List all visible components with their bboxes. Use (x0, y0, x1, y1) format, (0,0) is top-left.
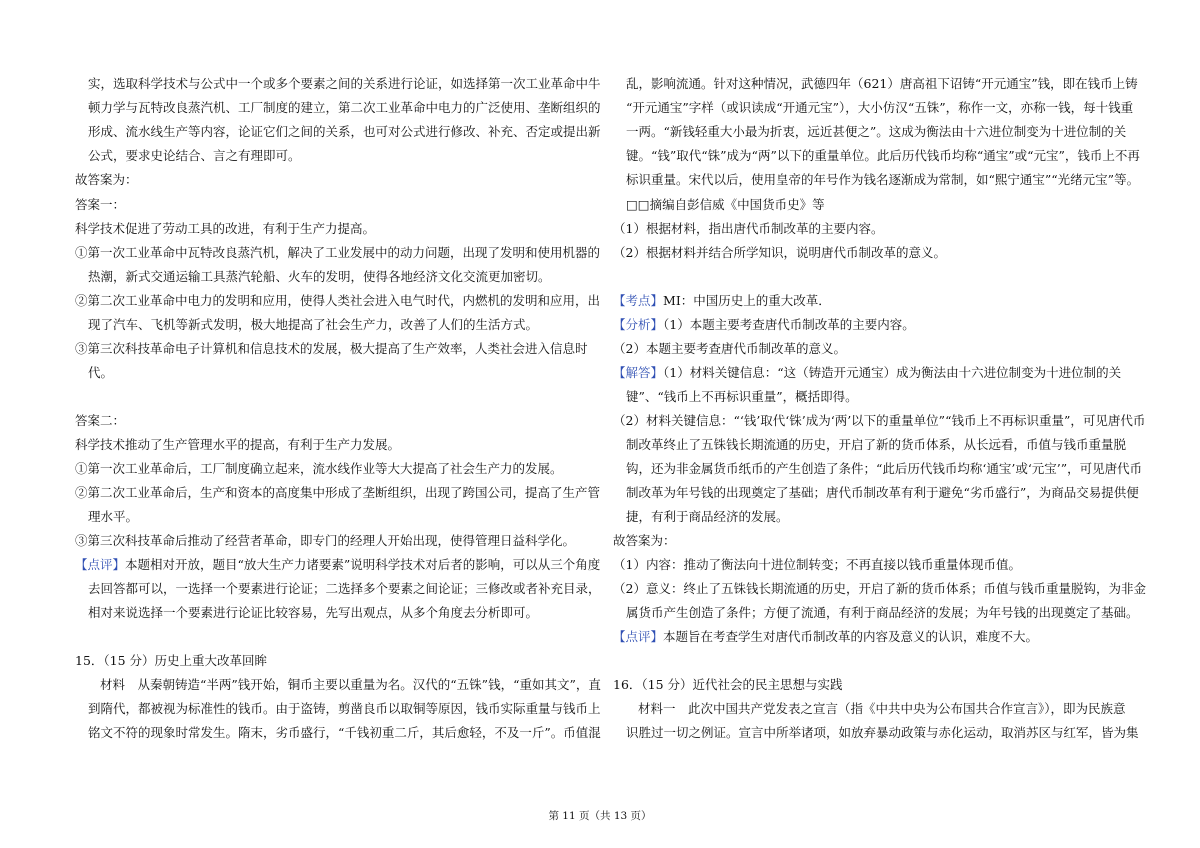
line-text: 键”、“钱币上不再标识重量”，概括即得。 (626, 389, 858, 404)
right-column-line (626, 437, 1126, 453)
right-column-line (613, 629, 1038, 645)
line-text: （2）本题主要考查唐代币制改革的意义。 (613, 341, 846, 356)
line-text: 本题相对开放，题目“放大生产力诸要素”说明科学技术对后者的影响，可以从三个角度 (125, 557, 601, 572)
line-text: ①第一次工业革命中瓦特改良蒸汽机，解决了工业发展中的动力问题，出现了发明和使用机器的 (75, 245, 601, 260)
left-column-line (88, 509, 138, 525)
line-text: 相对来说选择一个要素进行论证比较容易，先写出观点，从多个角度去分析即可。 (88, 605, 539, 620)
line-text: 故答案为： (75, 172, 138, 187)
right-column-line (613, 317, 915, 333)
line-text: 材料 从秦朝铸造“半两”钱开始，铜币主要以重量为名。汉代的“五铢”钱，“重如其文”，直 (100, 677, 601, 692)
line-text: （1）材料关键信息：“这（铸造开元通宝）成为衡法由十六进位制变为十进位制的关 (663, 365, 1122, 380)
right-column-line (626, 148, 1140, 164)
right-column-line (626, 725, 1139, 741)
line-text: 科学技术促进了劳动工具的改进，有利于生产力提高。 (75, 221, 376, 236)
right-column-line (626, 197, 825, 213)
line-text: ②第二次工业革命后，生产和资本的高度集中形成了垄断组织，出现了跨国公司，提高了生产管 (75, 485, 601, 500)
section-tag: 【解答】 (613, 365, 664, 380)
left-column-line (88, 100, 601, 116)
line-text: 键。“钱”取代“铢”成为“两”以下的重量单位。此后历代钱币均称“通宝”或“元宝”，钱币上不再 (626, 148, 1140, 163)
right-column-line (613, 413, 1145, 429)
left-column-line (88, 365, 113, 381)
left-column-line (88, 581, 601, 597)
section-tag: 【分析】 (613, 317, 664, 332)
left-column-line (88, 76, 601, 92)
line-text: ③第三次科技革命后推动了经营者革命，即专门的经理人开始出现，使得管理日益科学化。 (75, 533, 576, 548)
line-text: 形成、流水线生产等内容，论证它们之间的关系，也可对公式进行修改、补充、否定或提出新 (88, 124, 601, 139)
line-text: （2）根据材料并结合所学知识，说明唐代币制改革的意义。 (613, 245, 946, 260)
line-text: 代。 (88, 365, 114, 380)
left-column-line (88, 148, 301, 164)
right-column-line (613, 677, 843, 693)
left-column-line (88, 701, 601, 717)
line-text: 故答案为： (613, 533, 676, 548)
left-column-line (75, 245, 600, 261)
right-column-line (613, 581, 1146, 597)
line-text: 顿力学与瓦特改良蒸汽机、工厂制度的建立，第二次工业革命中电力的广泛使用、垄断组织的 (88, 100, 601, 115)
right-column-line (638, 701, 1126, 717)
line-text: □□摘编自彭信威《中国货币史》等 (626, 197, 825, 212)
line-text: 到隋代，都被视为标准性的钱币。由于盗铸，剪凿良币以取铜等原因，钱币实际重量与钱币上 (88, 701, 601, 716)
left-column-line (75, 485, 600, 501)
right-column-line (613, 557, 1021, 573)
line-text: 捷，有利于商品经济的发展。 (626, 509, 789, 524)
line-text: （2）意义：终止了五铢钱长期流通的历史，开启了新的货币体系；币值与钱币重量脱钩，为非金 (613, 581, 1146, 596)
left-column-line (75, 461, 563, 477)
left-column-line (88, 725, 601, 741)
line-text: 制改革终止了五铢钱长期流通的历史，开启了新的货币体系，从长远看，币值与钱币重量脱 (626, 437, 1127, 452)
page-footer: 第 11 页（共 13 页） (548, 810, 652, 822)
line-text: 本题旨在考查学生对唐代币制改革的内容及意义的认识，难度不大。 (663, 629, 1039, 644)
left-column-line (75, 172, 138, 188)
left-column-line (88, 269, 551, 285)
line-text: 制改革为年号钱的出现奠定了基础；唐代币制改革有利于避免“劣币盛行”，为商品交易提供便 (626, 485, 1139, 500)
left-column-line (75, 221, 375, 237)
line-text: 公式，要求史论结合、言之有理即可。 (88, 148, 301, 163)
line-text: （1）根据材料，指出唐代币制改革的主要内容。 (613, 221, 884, 236)
left-column-line (75, 437, 400, 453)
right-column-line (626, 509, 789, 525)
left-column-line (75, 653, 267, 669)
line-text: ②第二次工业革命中电力的发明和应用，使得人类社会进入电气时代，内燃机的发明和应用，出 (75, 293, 601, 308)
left-column-line (88, 605, 538, 621)
line-text: 铭文不符的现象时常发生。隋末，劣币盛行，“千钱初重二斤，其后愈轻，不及一斤”。币值混 (88, 725, 601, 740)
line-text: 15．（15 分）历史上重大改革回眸 (75, 653, 268, 668)
right-column-line (613, 533, 676, 549)
section-tag: 【考点】 (613, 293, 664, 308)
section-tag: 【点评】 (75, 557, 126, 572)
right-column-line (626, 124, 1126, 140)
line-text: ③第三次科技革命电子计算机和信息技术的发展，极大提高了生产效率，人类社会进入信息时 (75, 341, 588, 356)
line-text: 去回答都可以，一选择一个要素进行论证；二选择多个要素之间论证；三修改或者补充目录， (88, 581, 601, 596)
section-tag: 【点评】 (613, 629, 664, 644)
line-text: 乱，影响流通。针对这种情况，武德四年（621）唐高祖下诏铸“开元通宝”钱，即在钱币上铸 (626, 76, 1138, 91)
left-column-line (75, 413, 125, 429)
line-text: 钩，还为非金属货币纸币的产生创造了条件；“此后历代钱币均称‘通宝’或‘元宝’”，可见唐代币 (626, 461, 1143, 476)
line-text: 理水平。 (88, 509, 139, 524)
line-text: 属货币产生创造了条件；方便了流通，有利于商品经济的发展；为年号钱的出现奠定了基础。 (626, 605, 1139, 620)
line-text: 热潮，新式交通运输工具蒸汽轮船、火车的发明，使得各地经济文化交流更加密切。 (88, 269, 551, 284)
left-column-line (75, 341, 588, 357)
right-column-line (613, 341, 846, 357)
left-column-line (75, 293, 600, 309)
left-column-line (75, 197, 125, 213)
right-column-line (626, 485, 1139, 501)
line-text: ①第一次工业革命后，工厂制度确立起来，流水线作业等大大提高了社会生产力的发展。 (75, 461, 563, 476)
right-column-line (626, 389, 858, 405)
line-text: 现了汽车、飞机等新式发明，极大地提高了社会生产力，改善了人们的生活方式。 (88, 317, 539, 332)
right-column-line (613, 221, 883, 237)
line-text: 一两。“新钱轻重大小最为折衷，远近甚便之”。这成为衡法由十六进位制变为十进位制的关 (626, 124, 1127, 139)
left-column-line (88, 317, 538, 333)
line-text: （1）本题主要考查唐代币制改革的主要内容。 (663, 317, 915, 332)
left-column-line (100, 677, 601, 693)
right-column-line (613, 293, 831, 309)
line-text: 答案一： (75, 197, 126, 212)
line-text: 科学技术推动了生产管理水平的提高，有利于生产力发展。 (75, 437, 401, 452)
line-text: 识胜过一切之例证。宣言中所举诸项，如放弃暴动政策与赤化运动，取消苏区与红军，皆为集 (626, 725, 1139, 740)
right-column-line (626, 100, 1133, 116)
right-column-line (626, 76, 1138, 92)
line-text: 材料一 此次中国共产党发表之宣言（指《中共中央为公布国共合作宣言》），即为民族意 (638, 701, 1126, 716)
left-column-line (75, 533, 575, 549)
right-column-line (613, 365, 1121, 381)
line-text: MI：中国历史上的重大改革． (663, 293, 831, 308)
right-column-line (626, 461, 1142, 477)
line-text: 答案二： (75, 413, 126, 428)
left-column-line (88, 124, 601, 140)
line-text: 实，选取科学技术与公式中一个或多个要素之间的关系进行论证，如选择第一次工业革命中牛 (88, 76, 601, 91)
line-text: 16．（15 分）近代社会的民主思想与实践 (613, 677, 843, 692)
line-text: “开元通宝”字样（或识读成“开通元宝”），大小仿汉“五铢”，称作一文，亦称一钱，每十钱重 (626, 100, 1134, 115)
right-column-line (626, 172, 1139, 188)
line-text: 标识重量。宋代以后，使用皇帝的年号作为钱名逐渐成为常制，如“熙宁通宝”“光绪元宝”等。 (626, 172, 1140, 187)
left-column-line (75, 557, 600, 573)
right-column-line (626, 605, 1139, 621)
line-text: （2）材料关键信息：“‘钱’取代‘铢’成为‘两’以下的重量单位”“钱币上不再标识重量”，可见唐代币 (613, 413, 1146, 428)
right-column-line (613, 245, 946, 261)
line-text: （1）内容：推动了衡法向十进位制转变；不再直接以钱币重量体现币值。 (613, 557, 1021, 572)
